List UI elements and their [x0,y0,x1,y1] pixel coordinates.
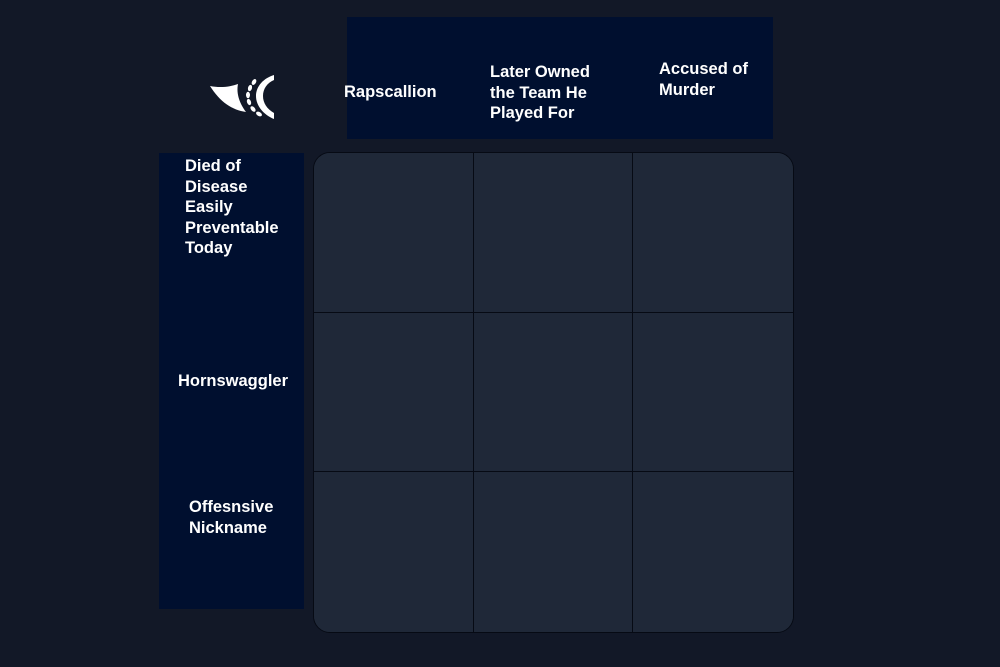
column-header-1: Rapscallion [344,83,437,101]
grid-cell-r1-c3[interactable] [633,153,793,313]
row-header-3: Offesnsive Nickname [189,498,274,537]
grid-cell-r2-c1[interactable] [314,313,474,473]
grid-cell-r1-c1[interactable] [314,153,474,313]
row-header-2: Hornswaggler [178,372,289,390]
grid-cell-r1-c2[interactable] [474,153,634,313]
grid-cell-r3-c3[interactable] [633,472,793,632]
grid-cell-r2-c3[interactable] [633,313,793,473]
column-header-3: Accused of Murder [659,60,748,99]
laurel-baseball-logo-icon [206,72,278,122]
grid-cell-r2-c2[interactable] [474,313,634,473]
column-header-2: Later Owned the Team He Played For [490,63,590,122]
grid-cell-r3-c1[interactable] [314,472,474,632]
row-header-1: Died of Disease Easily Preventable Today [185,157,279,257]
game-grid [313,152,794,633]
grid-cell-r3-c2[interactable] [474,472,634,632]
